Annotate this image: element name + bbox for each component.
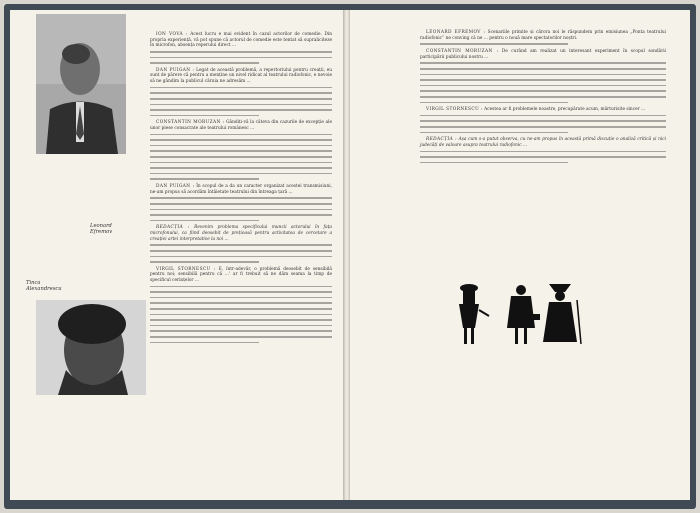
right-text-column: LEONARD EFREMOV : Scenariile primite și cărora noi le răspundem prin emisiunea „Ponta teatrului radiofonic” ne conving că ne ... pentru o nouă mare spectatorilor noștri. CONSTANTIN MORUZAN : De curând am realizat un interesant experiment în scopul sondării participării publicului nostru ... VIRGIL STORNESCU : Acestea ar fi problemele noastre, precupărate acum, mărturisite sincer ... REDACȚIA : Așa cum s-a putut observa, cu ne-am propus în această primă discuție o analiză critică și nici judecăți de valoare asupra teatrului radiofonic ... — [420, 30, 666, 240]
caption-photo2: Tinca Alexandrescu — [26, 280, 62, 292]
portrait-photo-alexandrescu — [36, 300, 146, 395]
portrait-photo-efremov — [36, 14, 126, 154]
figures-silhouettes-illustration — [445, 280, 585, 350]
left-page — [10, 10, 344, 500]
left-text-column: ION VOVA : Acest lucru e mai evident în cazul actorilor de comedie. Din propria experiență, vă pot spune că actorul de comedie este tentat să supraliciteze în microfon, absența reperului direct ... DAN PUIGAN : Legat de această problemă, a repertoriului pentru creații, eu sunt de părere că pentru a menține un nivel ridicat al teatrului radiofonic, e nevoie să ne gândim la publicul căruia ne adresăm ... CONSTANTIN MORUZAN : Gândiți-vă la câteva din cazurile de excepție ale unor piese consacrate ale teatrului românesc ... DAN PUIGAN : În scopul de a da un caracter organizat acestei transmisiuni, ne-am propus să acordăm întâietate teatrului din întreaga țară ... REDACȚIA : Revenim problema specificului muncii actorului în fața microfonului, ca fiind deosebit de prețioasă pentru activitatea de cercetare a creației artei interpretative la noi ... VIRGIL STORNESCU : E, într-adevăr, o problemă deosebit de sensibilă pentru noi; sensibilă pentru că ...' ar fi trebuit să ne dăm seama la timp de specificul cerințelor ... — [150, 32, 332, 492]
caption-photo1: Leonard Efremov — [90, 223, 113, 235]
right-page — [350, 10, 690, 500]
